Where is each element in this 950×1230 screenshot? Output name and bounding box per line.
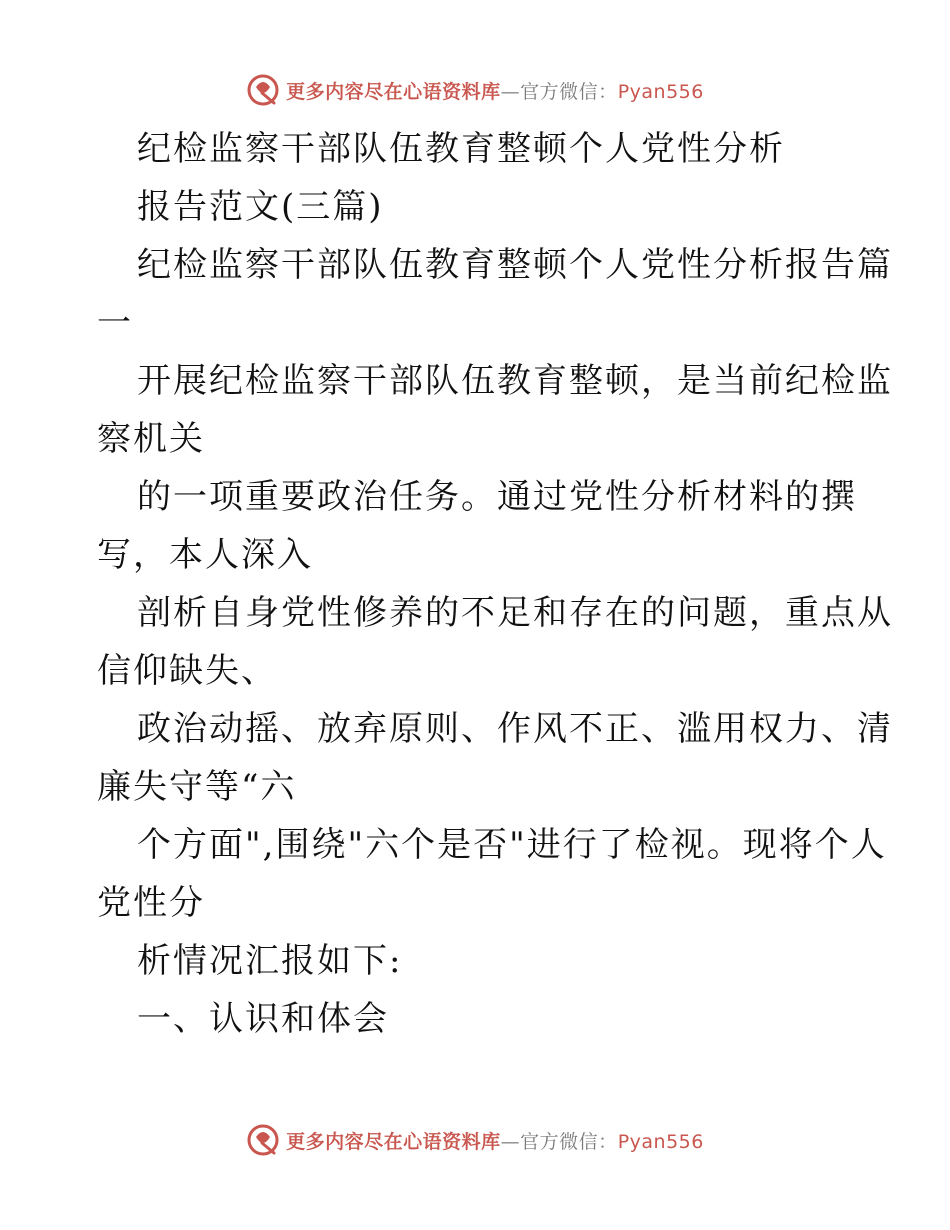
paragraph-line: 的一项重要政治任务。通过党性分析材料的撰 <box>137 477 857 517</box>
watermark-brand: 更多内容尽在心语资料库 <box>286 1130 501 1153</box>
paragraph-line: 察机关 <box>97 419 205 459</box>
ribbon-heart-icon <box>246 73 280 107</box>
paragraph-line: 析情况汇报如下: <box>137 941 403 981</box>
paragraph-line: 廉失守等“六 <box>97 767 297 807</box>
paragraph-line: 写，本人深入 <box>97 535 313 575</box>
watermark-separator: — <box>500 80 521 103</box>
watermark-wechat-id: Pyan556 <box>617 80 704 103</box>
document-title-line-2: 报告范文(三篇) <box>137 187 384 227</box>
watermark-official-label: 官方微信： <box>520 1130 618 1153</box>
paragraph-line: 党性分 <box>97 883 205 923</box>
paragraph-line: 个方面",围绕"六个是否"进行了检视。现将个人 <box>137 825 887 865</box>
watermark-brand: 更多内容尽在心语资料库 <box>286 80 501 103</box>
section-heading-line-2: 一 <box>97 303 133 343</box>
watermark-official-label: 官方微信： <box>520 80 618 103</box>
document-title-line-1: 纪检监察干部队伍教育整顿个人党性分析 <box>137 129 785 169</box>
header-watermark <box>0 70 950 110</box>
paragraph-line: 信仰缺失、 <box>97 651 277 691</box>
document-body <box>97 120 893 1048</box>
watermark-wechat-id: Pyan556 <box>617 1130 704 1153</box>
footer-watermark <box>0 1120 950 1160</box>
paragraph-line: 剖析自身党性修养的不足和存在的问题，重点从 <box>137 593 893 633</box>
section-heading-line-1: 纪检监察干部队伍教育整顿个人党性分析报告篇 <box>137 245 893 285</box>
watermark-separator: — <box>500 1130 521 1153</box>
ribbon-heart-icon <box>246 1123 280 1157</box>
paragraph-line: 政治动摇、放弃原则、作风不正、滥用权力、清 <box>137 709 893 749</box>
paragraph-line: 开展纪检监察干部队伍教育整顿，是当前纪检监 <box>137 361 893 401</box>
subsection-heading: 一、认识和体会 <box>137 999 389 1039</box>
